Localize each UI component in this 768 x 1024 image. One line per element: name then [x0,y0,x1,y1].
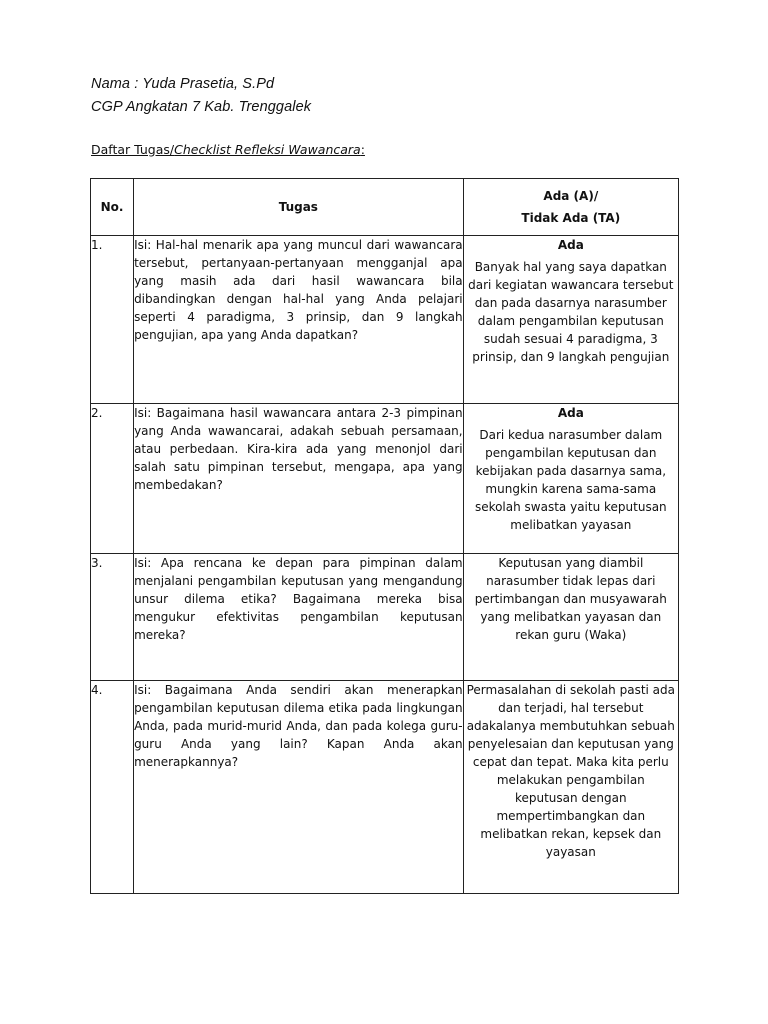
ada-text: Keputusan yang diambil narasumber tidak lepas dari pertimbangan dan musyawarah yang melibatkan yayasan dan rekan guru (Waka) [474,556,667,642]
row-ada [463,404,678,554]
list-title [91,142,365,157]
row-tugas: Isi: Bagaimana hasil wawancara antara 2-3 pimpinan yang Anda wawancarai, adakah sebuah persamaan, atau perbedaan. Kira-kira ada yang menonjol dari salah satu pimpinan tersebut, mengapa, apa yang membedakan? [134,404,464,554]
ada-text: Banyak hal yang saya dapatkan dari kegiatan wawancara tersebut dan pada dasarnya narasumber dalam pengambilan keputusan sudah sesuai 4 paradigma, 3 prinsip, dan 9 langkah pengujian [468,260,674,364]
header-tugas: Tugas [134,179,464,236]
ada-label: Ada [557,406,584,420]
header-ada-line2: Tidak Ada (TA) [521,211,621,225]
row-number: 2. [91,404,134,554]
header-no: No. [91,179,134,236]
row-number: 3. [91,554,134,681]
checklist-table [90,178,679,894]
cgp-line: CGP Angkatan 7 Kab. Trenggalek [91,99,312,115]
table-row [91,554,679,681]
table-row [91,681,679,894]
header-ada-line1: Ada (A)/ [543,189,599,203]
table-row [91,236,679,404]
table-header-row [91,179,679,236]
ada-text: Dari kedua narasumber dalam pengambilan keputusan dan kebijakan pada dasarnya sama, mungkin karena sama-sama sekolah swasta yaitu keputusan melibatkan yayasan [474,428,667,532]
row-ada [463,554,678,681]
list-title-plain: Daftar Tugas/ [91,142,175,157]
row-ada [463,681,678,894]
list-title-italic: Checklist Refleksi Wawancara [174,142,361,157]
row-ada [463,236,678,404]
row-number: 1. [91,236,134,404]
ada-text: Permasalahan di sekolah pasti ada dan terjadi, hal tersebut adakalanya membutuhkan sebuah penyelesaian dan keputusan yang cepat dan tepat. Maka kita perlu melakukan pengambilan keputusan dengan mempertimbangkan dan melibatkan rekan, kepsek dan yayasan [466,683,675,859]
row-tugas: Isi: Hal-hal menarik apa yang muncul dari wawancara tersebut, pertanyaan-pertanyaan mengganjal apa yang masih ada dari hasil wawancara bila dibandingkan dengan hal-hal yang Anda pelajari seperti 4 paradigma, 3 prinsip, dan 9 langkah pengujian, apa yang Anda dapatkan? [134,236,464,404]
table-row [91,404,679,554]
header-ada [463,179,678,236]
row-tugas: Isi: Bagaimana Anda sendiri akan menerapkan pengambilan keputusan dilema etika pada lingkungan Anda, pada murid-murid Anda, dan pada kolega guru-guru Anda yang lain? Kapan Anda akan menerapkannya? [134,681,464,894]
row-number: 4. [91,681,134,894]
list-title-suffix: : [360,142,365,157]
nama-line: Nama : Yuda Prasetia, S.Pd [91,76,275,92]
ada-label: Ada [557,238,584,252]
row-tugas: Isi: Apa rencana ke depan para pimpinan dalam menjalani pengambilan keputusan yang mengandung unsur dilema etika? Bagaimana mereka bisa mengukur efektivitas pengambilan keputusan mereka? [134,554,464,681]
